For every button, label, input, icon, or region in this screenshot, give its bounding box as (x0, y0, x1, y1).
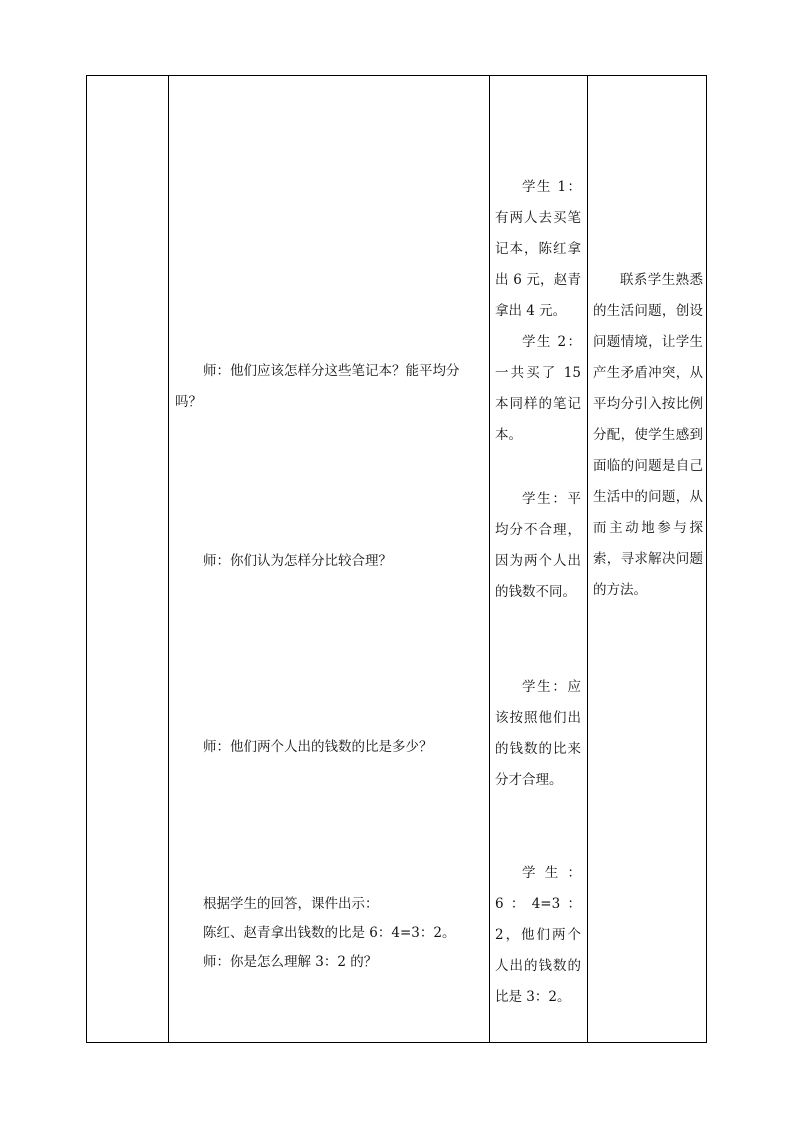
student-activity-column (490, 76, 587, 1042)
lesson-table (86, 75, 707, 1043)
teacher-question-line: 师：他们应该怎样分这些笔记本？能平均分 (203, 363, 460, 379)
design-intent-text: 联系学生熟悉的生活问题，创设问题情境，让学生产生矛盾冲突，从平均分引入按比例分配，使学生感到面临的问题是自己生活中的问题，从而主动地参与探索，寻求解决问题的方法。 (593, 272, 703, 598)
teacher-question-reasonable: 师：你们认为怎样分比较合理？ (203, 553, 392, 569)
teacher-question-divide (175, 356, 485, 418)
student-answer-4: 学生：应该按照他们出的钱数的比来分才合理。 (495, 679, 581, 788)
courseware-line: 陈红、赵青拿出钱数的比是 6：4=3：2。 (203, 925, 456, 941)
courseware-display (203, 890, 485, 977)
design-intent-column (588, 76, 707, 1042)
courseware-line: 师：你是怎么理解 3：2 的？ (203, 954, 378, 970)
teacher-question-line: 吗？ (175, 394, 202, 410)
student-answer-2: 学生 2：一共买了 15 本同样的笔记本。 (495, 334, 581, 443)
teacher-question-ratio: 师：他们两个人出的钱数的比是多少？ (203, 739, 433, 755)
student-answer-1: 学生 1：有两人去买笔记本，陈红拿出 6 元，赵青拿出 4 元。 (495, 179, 581, 319)
empty-stage-column (87, 76, 168, 1042)
student-answer-5: 学生：6：4=3：2，他们两个人出的钱数的比是 3：2。 (495, 865, 581, 1005)
student-answer-3: 学生：平均分不合理，因为两个人出的钱数不同。 (495, 491, 581, 600)
teacher-activity-column (169, 76, 489, 1042)
courseware-line: 根据学生的回答，课件出示： (203, 896, 379, 912)
